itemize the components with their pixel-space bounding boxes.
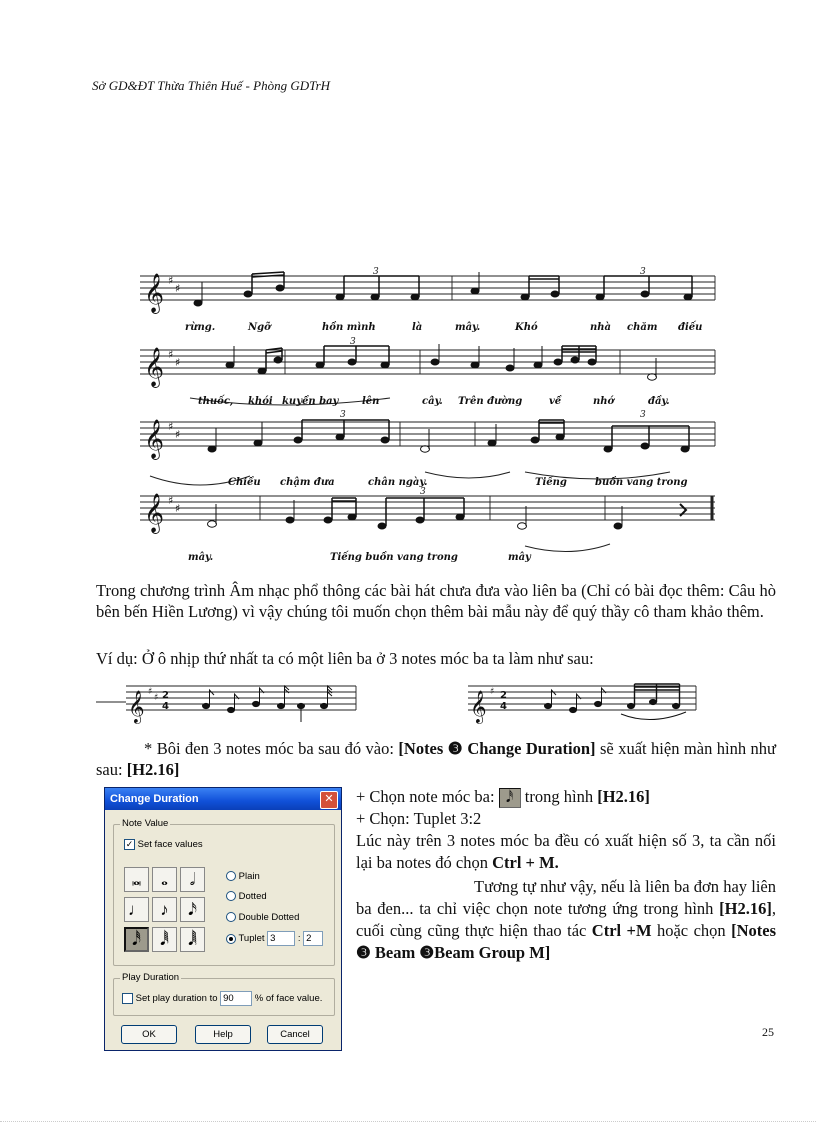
step-similar: Tương tự như vậy, nếu là liên ba đơn hay liên ba đen... ta chỉ việc chọn note tương ứng trong hình [H2.16], cuối cùng cũng thực hiện thao tác Ctrl +M hoặc chọn [Notes ❸ Beam ❸Beam Group M]	[356, 877, 776, 962]
svg-text:đầy.: đầy.	[648, 396, 670, 407]
help-button[interactable]: Help	[195, 1025, 251, 1044]
svg-text:♯: ♯	[175, 356, 181, 369]
svg-text:chăm: chăm	[627, 322, 658, 333]
svg-text:mây: mây	[508, 552, 531, 563]
half-note-icon[interactable]: 𝅗𝅥	[180, 867, 205, 892]
svg-text:♯: ♯	[175, 502, 181, 515]
thirty-second-note-icon: 𝅘𝅥𝅰	[499, 788, 521, 808]
eighth-note-icon[interactable]: ♪	[152, 897, 177, 922]
svg-text:chậm đưa: chậm đưa	[280, 477, 335, 488]
ok-button[interactable]: OK	[121, 1025, 177, 1044]
svg-text:Chiều: Chiều	[228, 477, 261, 488]
svg-text:chân ngày.: chân ngày.	[368, 477, 428, 488]
step-join-notes: Lúc này trên 3 notes móc ba đều có xuất hiện số 3, ta cần nối lại ba notes đó chọn Ctrl + M.	[356, 831, 776, 872]
svg-text:nhà: nhà	[590, 322, 612, 333]
treble-clef-icon: 𝄞	[144, 273, 165, 313]
svg-text:rừng.: rừng.	[185, 322, 216, 333]
svg-text:mây.: mây.	[188, 552, 214, 563]
set-face-values-checkbox[interactable]: ✓	[125, 839, 134, 849]
svg-text:Khó: Khó	[515, 322, 538, 333]
note-value-group	[113, 818, 335, 966]
dialog-title: Change Duration	[110, 793, 199, 805]
svg-text:buồn vang trong: buồn vang trong	[595, 477, 688, 488]
svg-text:4: 4	[162, 701, 169, 712]
svg-text:♯: ♯	[175, 282, 181, 295]
breve-note-icon[interactable]: 𝅜	[124, 867, 149, 892]
whole-note-icon[interactable]: 𝅝	[152, 867, 177, 892]
footer-divider	[0, 1121, 816, 1122]
svg-text:Tiếng: Tiếng	[535, 477, 567, 488]
svg-text:♯: ♯	[490, 687, 495, 697]
play-duration-input[interactable]: 90	[220, 991, 252, 1006]
option-plain[interactable]: Plain	[226, 871, 260, 882]
svg-text:hồn mình: hồn mình	[322, 322, 376, 333]
change-duration-dialog	[104, 787, 342, 1051]
intro-paragraph: Trong chương trình Âm nhạc phổ thông các bài hát chưa đưa vào liên ba (Chỉ có bài đọc thêm: Câu hò bên bến Hiền Lương) vì vậy chúng tôi muốn chọn thêm bài mẫu này để quý thầy cô tham khảo thêm.	[96, 581, 776, 621]
set-play-duration-checkbox[interactable]	[122, 993, 133, 1004]
dialog-titlebar	[105, 788, 341, 810]
svg-text:♯: ♯	[175, 428, 181, 441]
svg-text:là: là	[412, 322, 423, 333]
quarter-note-icon[interactable]: ♩	[124, 897, 149, 922]
note-value-label: Note Value	[122, 818, 169, 829]
music-score	[130, 262, 720, 572]
svg-text:điếu: điếu	[678, 322, 703, 333]
svg-text:♯: ♯	[168, 348, 174, 361]
svg-text:khói: khói	[248, 396, 273, 407]
example-line: Ví dụ: Ở ô nhịp thứ nhất ta có một liên ba ở 3 notes móc ba ta làm như sau:	[96, 649, 594, 668]
svg-text:kuyền bay: kuyền bay	[282, 396, 339, 407]
step-tuplet: + Chọn: Tuplet 3:2	[356, 809, 482, 828]
option-tuplet[interactable]: Tuplet 3 : 2	[226, 931, 323, 946]
triplet-mark: 3	[640, 267, 646, 277]
svg-text:4: 4	[500, 701, 507, 712]
step-select-note: + Chọn note móc ba: 𝅘𝅥𝅰 trong hình [H2.16]	[356, 787, 650, 807]
play-duration-group	[113, 972, 335, 1016]
svg-text:2: 2	[500, 690, 507, 701]
svg-text:♯: ♯	[148, 687, 153, 697]
treble-clef-icon: 𝄞	[144, 493, 165, 533]
triplet-mark: 3	[420, 487, 426, 497]
svg-text:thuốc,: thuốc,	[198, 396, 234, 407]
cancel-button[interactable]: Cancel	[267, 1025, 323, 1044]
svg-text:về: về	[549, 396, 562, 407]
sixteenth-note-icon[interactable]: 𝅘𝅥𝅯	[180, 897, 205, 922]
svg-text:lên: lên	[362, 396, 380, 407]
svg-text:♯: ♯	[168, 274, 174, 287]
instruction-paragraph: * Bôi đen 3 notes móc ba sau đó vào: [Notes ❸ Change Duration] sẽ xuất hiện màn hình như sau: [H2.16]	[96, 739, 777, 779]
play-duration-label: Play Duration	[122, 972, 180, 983]
tuplet-denominator-input[interactable]: 2	[303, 931, 323, 946]
option-dotted[interactable]: Dotted	[226, 891, 267, 902]
svg-text:Ngỡ: Ngỡ	[248, 322, 271, 333]
option-double-dotted[interactable]: Double Dotted	[226, 912, 299, 923]
svg-text:♯: ♯	[168, 420, 174, 433]
triplet-mark: 3	[350, 337, 356, 347]
triplet-mark: 3	[640, 410, 646, 420]
menu-path: [Notes ❸ Change Duration]	[398, 739, 596, 758]
treble-clef-icon: 𝄞	[470, 690, 487, 723]
treble-clef-icon: 𝄞	[144, 419, 165, 459]
svg-text:♯: ♯	[154, 693, 159, 703]
svg-text:nhớ: nhớ	[593, 396, 615, 407]
thirty-second-note-icon[interactable]: 𝅘𝅥𝅰	[124, 927, 149, 952]
svg-text:2: 2	[162, 690, 169, 701]
treble-clef-icon: 𝄞	[128, 690, 145, 723]
sixty-fourth-note-icon[interactable]: 𝅘𝅥𝅱	[152, 927, 177, 952]
svg-text:Trên đường: Trên đường	[458, 396, 523, 407]
example-scores	[96, 676, 776, 728]
page-number: 25	[762, 1025, 774, 1039]
triplet-mark: 3	[340, 410, 346, 420]
hundred-twenty-eighth-note-icon[interactable]: 𝅘𝅥𝅲	[180, 927, 205, 952]
triplet-mark: 3	[373, 267, 379, 277]
set-play-duration-row: Set play duration to 90 % of face value.	[122, 991, 322, 1006]
svg-text:mây.: mây.	[455, 322, 481, 333]
svg-text:♯: ♯	[168, 494, 174, 507]
close-icon[interactable]: ✕	[320, 791, 338, 809]
tuplet-numerator-input[interactable]: 3	[267, 931, 295, 946]
svg-text:cây.: cây.	[422, 396, 443, 407]
page-header: Sở GD&ĐT Thừa Thiên Huế - Phòng GDTrH	[92, 78, 331, 93]
svg-text:Tiếng buồn vang trong: Tiếng buồn vang trong	[330, 552, 458, 563]
treble-clef-icon: 𝄞	[144, 347, 165, 387]
set-face-values-row[interactable]: ✓ Set face values	[125, 839, 203, 851]
